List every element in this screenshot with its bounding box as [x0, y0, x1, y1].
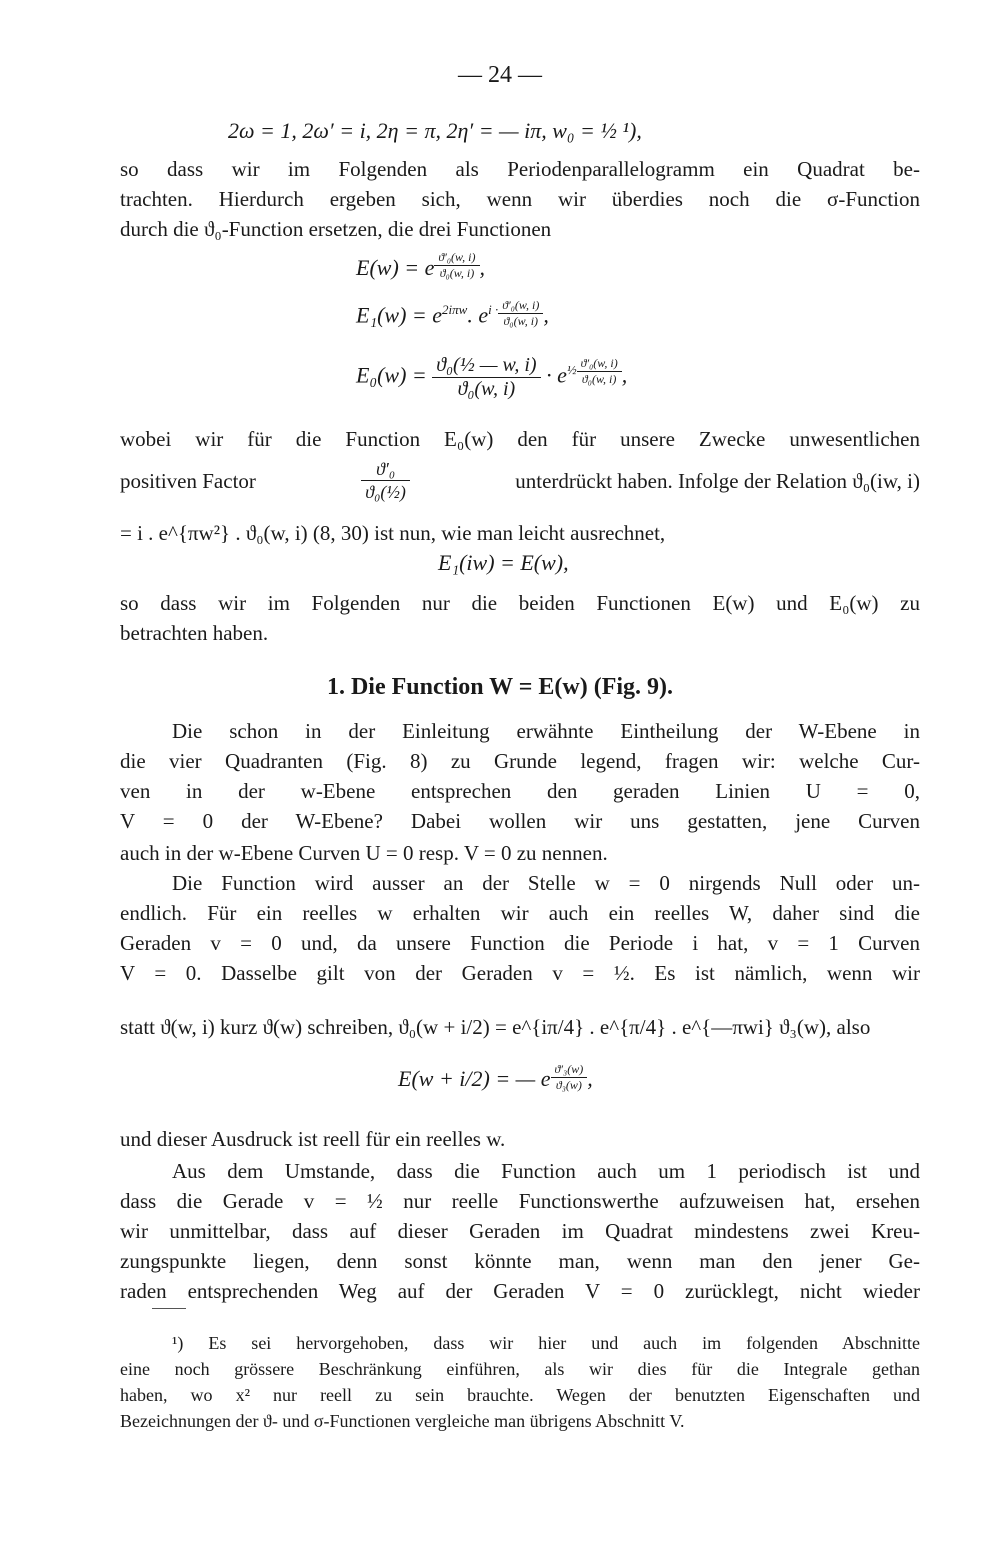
- equation-E1: $E_1(w) = e^{2i\pi w}$. $e^{i \cdot}$ $\frac{\text{ϑ′₀(w, i)}}{\text{ϑ₀(w, i)}}$ ,: [356, 298, 549, 328]
- paragraph-line: die vier Quadranten (Fig. 8) zu Grunde legend, fragen wir: welche Cur-: [120, 749, 920, 773]
- exponent-fraction: $\frac{\text{ϑ′₀(w, i)}}{\text{ϑ₀(w, i)}}$: [434, 250, 479, 281]
- paragraph-line: Die Function wird ausser an der Stelle w = 0 nirgends Null oder un-: [172, 871, 920, 895]
- paragraph-line: und dieser Ausdruck ist reell für ein reelles w.: [120, 1127, 506, 1151]
- paragraph-line: so dass wir im Folgenden nur die beiden Functionen E(w) und E₀(w) zu: [120, 591, 920, 615]
- equation-lhs: E(w) = e: [356, 255, 435, 280]
- paragraph-line: dass die Gerade v = ½ nur reelle Functionswerthe aufzuweisen hat, ersehen: [120, 1189, 920, 1213]
- exponent-fraction: $\frac{\text{ϑ′₃(w)}}{\text{ϑ₃(w)}}$: [551, 1062, 588, 1093]
- equation-fraction: $\frac{\text{ϑ₀(½ — w, i)}}{\text{ϑ₀(w, i)}}$: [432, 354, 540, 401]
- paragraph-line: zungspunkte liegen, denn sonst könnte man, wenn man den jener Ge-: [120, 1249, 920, 1273]
- equation-lhs: E₀(w) =: [356, 362, 427, 388]
- paragraph-line: trachten. Hierdurch ergeben sich, wenn wir überdies noch die σ-Function: [120, 187, 920, 211]
- paragraph-line: wir unmittelbar, dass auf dieser Geraden im Quadrat mindestens zwei Kreu-: [120, 1219, 920, 1243]
- paragraph-line: durch die ϑ₀-Function ersetzen, die drei Functionen: [120, 217, 552, 241]
- equation-relation: E₁(iw) = E(w),: [438, 550, 569, 575]
- section-heading: 1. Die Function W = E(w) (Fig. 9).: [326, 674, 674, 700]
- paragraph-line: auch in der w-Ebene Curven U = 0 resp. V = 0 zu nennen.: [120, 841, 608, 865]
- exponent-fraction: $\frac{\text{ϑ′₀(w, i)}}{\text{ϑ₀(w, i)}}$: [498, 298, 543, 329]
- paragraph-line: raden entsprechenden Weg auf der Geraden V = 0 zurücklegt, nicht wieder: [120, 1279, 920, 1303]
- page-number: — 24 —: [458, 62, 542, 88]
- paragraph-line-theta: statt ϑ(w, i) kurz ϑ(w) schreiben, ϑ₀(w + i/2) = e^{iπ/4} . e^{π/4} . e^{—πwi} ϑ₃(w), also: [120, 1015, 871, 1039]
- paragraph-line: V = 0. Dasselbe gilt von der Geraden v = ½. Es ist nämlich, wenn wir: [120, 961, 920, 985]
- footnote-line: haben, wo x² nur reell zu sein brauchte. Wegen der benutzten Eigenschaften und: [120, 1385, 920, 1405]
- equation-lhs: E(w + i/2) = — e: [398, 1066, 551, 1091]
- paragraph-line: wobei wir für die Function E₀(w) den für unsere Zwecke unwesentlichen: [120, 427, 920, 451]
- paragraph-line: so dass wir im Folgenden als Periodenparallelogramm ein Quadrat be-: [120, 157, 920, 181]
- paragraph-line: betrachten haben.: [120, 621, 269, 645]
- paragraph-line: ven in der w-Ebene entsprechen den geraden Linien U = 0,: [120, 779, 920, 803]
- equation-lhs: E₁(w) = e: [356, 302, 443, 328]
- equation-E: E(w) = e $\frac{\text{ϑ′₀(w, i)}}{\text{ϑ₀(w, i)}}$ ,: [356, 250, 485, 280]
- paragraph-line: Die schon in der Einleitung erwähnte Eintheilung der W-Ebene in: [172, 719, 920, 743]
- footnote-line: Bezeichnungen der ϑ- und σ-Functionen vergleiche man übrigens Abschnitt V.: [120, 1411, 685, 1431]
- equation-E0: E₀(w) = $\frac{\text{ϑ₀(½ — w, i)}}{\text{ϑ₀(w, i)}}$ · $e^{\frac{1}{2}}$ $\frac{\text{ϑ′₀(w, i)}}{\text{ϑ₀(w, i)}}$ ,: [356, 354, 628, 400]
- footnote-line: ¹) Es sei hervorgehoben, dass wir hier und auch im folgenden Abschnitte: [172, 1333, 920, 1353]
- equation-periods: 2ω = 1, 2ω′ = i, 2η = π, 2η′ = — iπ, w₀ = ½ ¹),: [228, 118, 642, 143]
- factor-fraction: $\frac{\text{ϑ′₀}}{\text{ϑ₀(½)}}$: [361, 458, 410, 503]
- paragraph-line: V = 0 der W-Ebene? Dabei wollen wir uns gestatten, jene Curven: [120, 809, 920, 833]
- paragraph-line: = i . e^{πw²} . ϑ₀(w, i) (8, 30) ist nun, wie man leicht ausrechnet,: [120, 521, 666, 545]
- footnote-rule: [152, 1308, 186, 1309]
- paragraph-line: Geraden v = 0 und, da unsere Function die Periode i hat, v = 1 Curven: [120, 931, 920, 955]
- footnote-line: eine noch grössere Beschränkung einführen, als wir dies für die Integrale gethan: [120, 1359, 920, 1379]
- paragraph-line-factor: positiven Factor $\frac{\text{ϑ′₀}}{\text{ϑ₀(½)}}$ unterdrückt haben. Infolge der Relation ϑ₀(iw, i): [120, 459, 920, 502]
- paragraph-line: Aus dem Umstande, dass die Function auch um 1 periodisch ist und: [172, 1159, 920, 1183]
- paragraph-line: endlich. Für ein reelles w erhalten wir auch ein reelles W, daher sind die: [120, 901, 920, 925]
- exponent-fraction: $\frac{\text{ϑ′₀(w, i)}}{\text{ϑ₀(w, i)}}$: [577, 356, 622, 387]
- equation-E-half: E(w + i/2) = — e $\frac{\text{ϑ′₃(w)}}{\text{ϑ₃(w)}}$ ,: [398, 1062, 593, 1092]
